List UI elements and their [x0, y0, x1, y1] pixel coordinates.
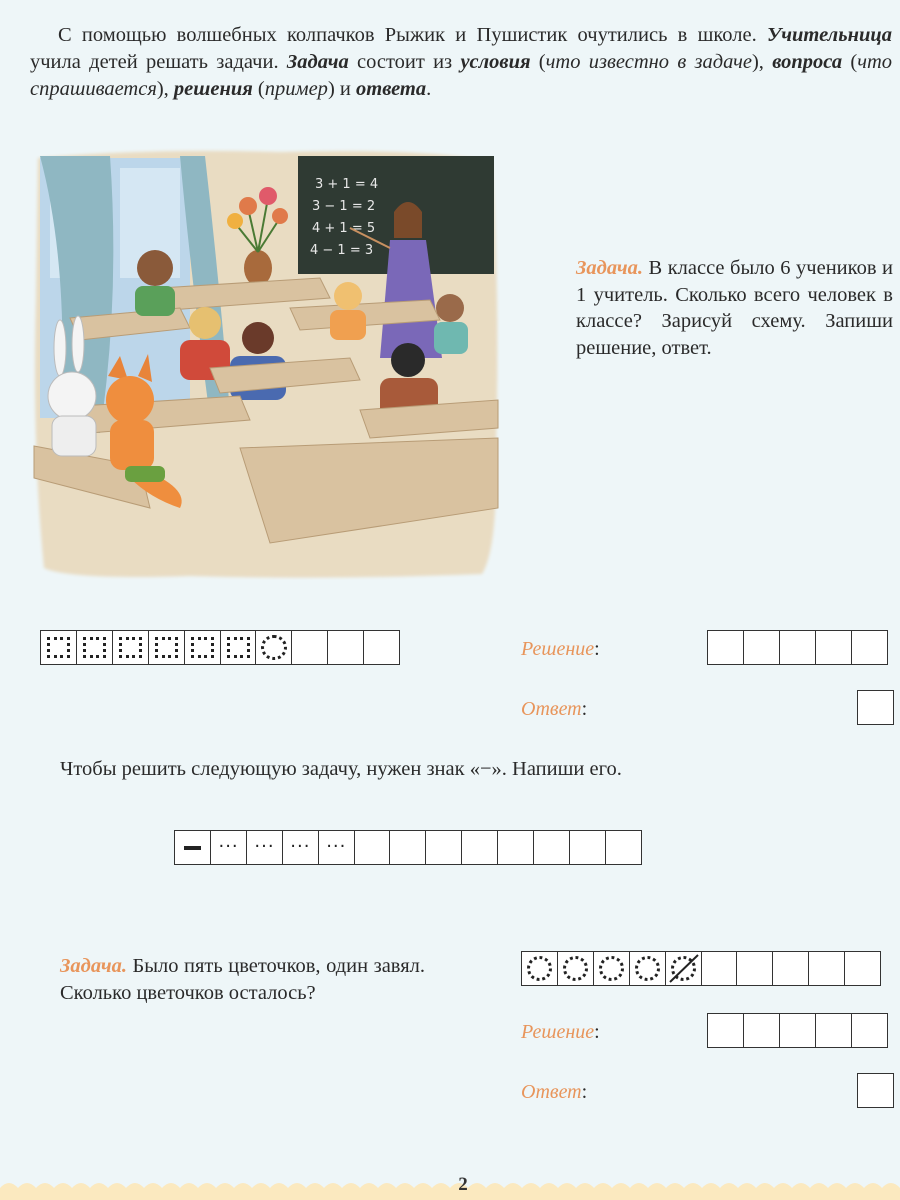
solution-label-colon: : [594, 1021, 600, 1043]
practice-cell-dotted[interactable]: ··· [210, 830, 247, 865]
solution-cell[interactable] [851, 630, 888, 665]
task-1-solution-label [521, 638, 600, 661]
note-solution: пример [264, 78, 328, 100]
note-question: что спрашивается [30, 51, 893, 100]
answer-label-text: Ответ [521, 698, 582, 720]
practice-cell-empty[interactable] [461, 830, 498, 865]
answer-label-colon: : [581, 698, 588, 720]
task-1-body: В классе было 6 учеников и 1 учитель. Сколько всего человек в классе? Зарисуй схему. Запиши решение, ответ. [576, 257, 893, 359]
practice-cell-dotted[interactable]: ··· [282, 830, 319, 865]
minus-practice-grid[interactable] [174, 830, 642, 865]
practice-cell-dotted[interactable]: ··· [318, 830, 355, 865]
task-2-answer-box[interactable] [857, 1073, 894, 1108]
schema-cell-square[interactable] [148, 630, 185, 665]
schema-cell-circle[interactable] [593, 951, 630, 986]
solution-cell[interactable] [743, 1013, 780, 1048]
intro-sentence-2: учила детей решать задачи. [30, 51, 279, 73]
term-condition: условия [460, 51, 531, 73]
practice-cell-empty[interactable] [354, 830, 391, 865]
solution-cell[interactable] [707, 630, 744, 665]
task-2-answer-label [521, 1081, 587, 1104]
solution-cell[interactable] [779, 630, 816, 665]
intro-sentence-1: С помощью волшебных колпачков Рыжик и Пушистик очутились в школе. [58, 24, 757, 46]
schema-cell-empty[interactable] [291, 630, 328, 665]
schema-cell-circle[interactable] [629, 951, 666, 986]
note-condition: что известно в задаче [545, 51, 752, 73]
solution-label-text: Решение [521, 1021, 595, 1043]
schema-cell-circle[interactable] [255, 630, 292, 665]
vase [244, 250, 272, 286]
practice-cell-empty[interactable] [605, 830, 642, 865]
practice-cell-empty[interactable] [497, 830, 534, 865]
practice-cell-empty[interactable] [533, 830, 570, 865]
schema-cell-square[interactable] [76, 630, 113, 665]
schema-cell-empty[interactable] [844, 951, 881, 986]
solution-cell[interactable] [815, 1013, 852, 1048]
schema-cell-circle[interactable] [521, 951, 558, 986]
answer-label-colon: : [581, 1081, 588, 1103]
schema-cell-circle[interactable] [557, 951, 594, 986]
practice-cell-empty[interactable] [389, 830, 426, 865]
task-2-schema-grid[interactable] [521, 951, 881, 986]
solution-cell[interactable] [851, 1013, 888, 1048]
schema-cell-empty[interactable] [808, 951, 845, 986]
board-line-4: 4 − 1 = 3 [310, 243, 374, 258]
term-teacher: Учительница [766, 24, 892, 46]
term-question: вопроса [772, 51, 843, 73]
solution-cell[interactable] [815, 630, 852, 665]
intro-text-consists: состоит из [356, 51, 453, 73]
term-task: Задача [286, 51, 349, 73]
intro-paragraph: С помощью волшебных колпачков Рыжик и Пушистик очутились в школе. Учительница учила детей решать задачи. Задача состоит из условия (что известно в задаче), вопроса (что спрашивается), решения (пример) и ответа. [30, 24, 893, 100]
schema-cell-empty[interactable] [327, 630, 364, 665]
board-line-1: 3 + 1 = 4 [315, 177, 379, 192]
board-line-3: 4 + 1 = 5 [312, 221, 376, 236]
schema-cell-empty[interactable] [363, 630, 400, 665]
task-1-answer-box[interactable] [857, 690, 894, 725]
task-1-label: Задача. [576, 257, 643, 279]
task-2-body: Было пять цветочков, один завял. Сколько цветочков осталось? [60, 955, 425, 1004]
schema-cell-square[interactable] [112, 630, 149, 665]
schema-cell-square[interactable] [184, 630, 221, 665]
task-2-solution-grid[interactable] [707, 1013, 888, 1048]
page-number: 2 [458, 1174, 468, 1195]
task-2-solution-label [521, 1021, 600, 1044]
strike-line [666, 952, 702, 985]
minus-sign-instruction: Чтобы решить следующую задачу, нужен знак «−». Напиши его. [60, 758, 622, 780]
task-2-label: Задача. [60, 955, 127, 977]
practice-cell-dotted[interactable]: ··· [246, 830, 283, 865]
solution-cell[interactable] [707, 1013, 744, 1048]
schema-cell-empty[interactable] [772, 951, 809, 986]
schema-cell-circle-crossed[interactable] [665, 951, 702, 986]
schema-cell-empty[interactable] [701, 951, 738, 986]
term-answer: ответа [356, 78, 427, 100]
practice-cell-empty[interactable] [425, 830, 462, 865]
practice-cell-minus[interactable] [174, 830, 211, 865]
solution-label-colon: : [594, 638, 600, 660]
term-solution: решения [173, 78, 253, 100]
solution-cell[interactable] [743, 630, 780, 665]
task-1-text [576, 255, 893, 361]
classroom-illustration [30, 148, 500, 580]
answer-label-text: Ответ [521, 1081, 582, 1103]
board-line-2: 3 − 1 = 2 [312, 199, 376, 214]
practice-cell-empty[interactable] [569, 830, 606, 865]
schema-cell-square[interactable] [40, 630, 77, 665]
task-1-solution-grid[interactable] [707, 630, 888, 665]
task-1-answer-label [521, 698, 587, 721]
schema-cell-square[interactable] [220, 630, 257, 665]
intro-and: и [339, 78, 351, 100]
solution-cell[interactable] [779, 1013, 816, 1048]
task-2-text [60, 953, 425, 1007]
schema-cell-empty[interactable] [736, 951, 773, 986]
task-1-schema-grid[interactable] [40, 630, 400, 665]
solution-label-text: Решение [521, 638, 595, 660]
